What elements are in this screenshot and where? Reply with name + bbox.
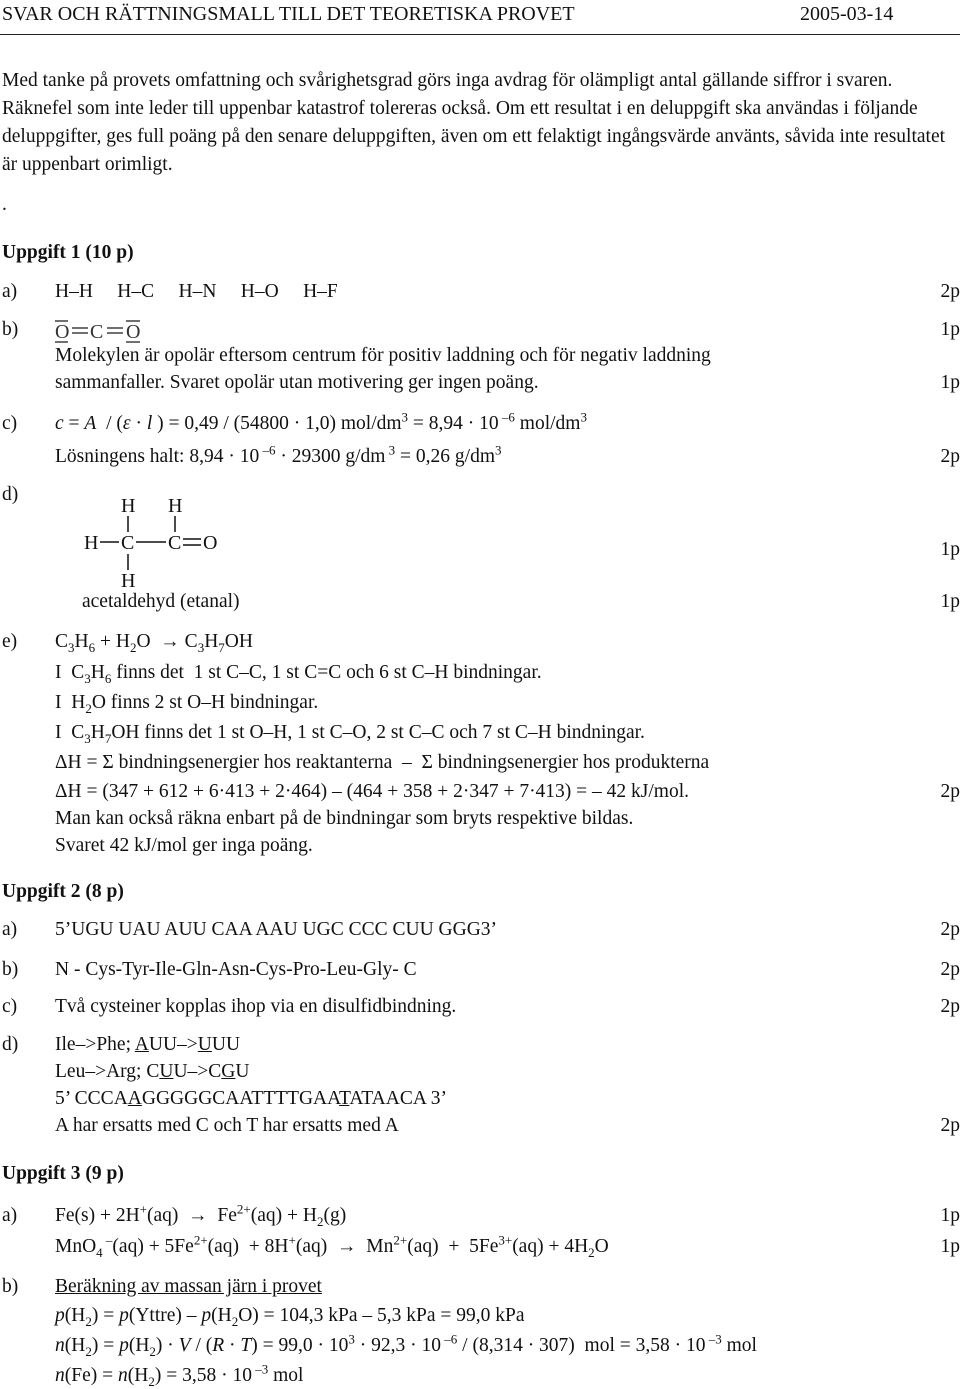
task1-d-points-structure: 1p xyxy=(940,539,960,560)
stray-dot: . xyxy=(2,194,7,215)
task2-a-text: 5’UGU UAU AUU CAA AAU UGC CCC CUU GGG3’ xyxy=(55,919,498,940)
task1-b-points-1: 1p xyxy=(940,319,960,340)
task2-a-label: a) xyxy=(2,919,18,940)
header-rule xyxy=(0,34,960,35)
task2-c-text: Två cysteiner kopplas ihop via en disulfidbindning. xyxy=(55,996,457,1017)
task1-b-label: b) xyxy=(2,319,19,340)
task2-b-text: N - Cys-Tyr-Ile-Gln-Asn-Cys-Pro-Leu-Gly- C xyxy=(55,959,417,980)
task2-d-line4: A har ersatts med C och T har ersatts med A xyxy=(55,1115,399,1136)
task3-b-title: Beräkning av massan järn i provet xyxy=(55,1276,322,1297)
arrow-icon: → xyxy=(160,631,180,652)
atom-o: O xyxy=(203,532,218,554)
co2-c: C xyxy=(90,321,104,343)
task1-a-points: 2p xyxy=(940,281,960,302)
task2-b-label: b) xyxy=(2,959,19,980)
task1-e-label: e) xyxy=(2,631,18,652)
task1-d-label: d) xyxy=(2,484,19,505)
task1-e-line7: Man kan också räkna enbart på de bindningar som bryts respektive bildas. xyxy=(55,808,634,829)
co2-o-left: O xyxy=(55,321,70,343)
task3-b-line2: $n(H_2) = p(H_2) \cdot V / (R \cdot T) = 99,0 \cdot 10^3 \cdot 92,3 \cdot 10$ $^{-6}$ / (8,314 · 307) mol = 3,58 · 10 $^{-3}$ mol xyxy=(55,1331,757,1359)
task2-c-points: 2p xyxy=(940,996,960,1017)
task3-b-line3: $n(Fe) = n(H_2) = 3,58 \cdot 10$ $^{-3}$ mol xyxy=(55,1361,304,1389)
task1-c-label: c) xyxy=(2,413,18,434)
atom-c1: C xyxy=(121,532,135,554)
task1-d-name: acetaldehyd (etanal) xyxy=(82,591,240,612)
task3-a-points-1: 1p xyxy=(940,1205,960,1226)
task3-b-label: b) xyxy=(2,1276,19,1297)
task1-c-line2: Lösningens halt: 8,94 · 10 $^{-6}$ · 29300 g/dm $^3$ = 0,26 $g/dm^3$ xyxy=(55,442,502,467)
co2-o-right: O xyxy=(126,321,141,343)
task3-a-reaction1: $Fe(s) + 2H^+(aq) \to Fe^{2+}(aq) + H_2(g)$ xyxy=(55,1201,347,1229)
task1-c-line1: c = A / (ε · l ) = 0,49 / (54800 · 1,0) mol/$dm^3 = 8,94 \cdot 10$ $^{-6}$ mol/$dm^3$ xyxy=(55,409,587,434)
task3-a-points-2: 1p xyxy=(940,1236,960,1257)
atom-h-bottom: H xyxy=(121,570,136,588)
task1-e-line3: I $H_2O$ finns 2 st O–H bindningar. xyxy=(55,692,319,716)
task1-a-label: a) xyxy=(2,281,18,302)
task2-d-label: d) xyxy=(2,1034,19,1055)
atom-h-top1: H xyxy=(121,495,136,517)
task1-e-reaction: $C_3H_6 + H_2O \to C_3H_7OH$ xyxy=(55,631,253,655)
task1-c-points: 2p xyxy=(940,446,960,467)
arrow-icon: → xyxy=(188,1205,208,1226)
task3-heading: Uppgift 3 (9 p) xyxy=(2,1163,124,1184)
task2-c-label: c) xyxy=(2,996,18,1017)
task1-e-line8: Svaret 42 kJ/mol ger inga poäng. xyxy=(55,835,313,856)
task2-d-points: 2p xyxy=(940,1115,960,1136)
task2-a-points: 2p xyxy=(940,919,960,940)
header-title: SVAR OCH RÄTTNINGSMALL TILL DET TEORETISKA PROVET xyxy=(2,3,575,25)
task3-a-label: a) xyxy=(2,1205,18,1226)
task1-b-line2: sammanfaller. Svaret opolär utan motivering ger ingen poäng. xyxy=(55,372,539,393)
header-date: 2005-03-14 xyxy=(800,3,894,25)
task1-a-bonds: H–H H–C H–N H–O H–F xyxy=(55,281,338,302)
co2-structure xyxy=(52,312,162,346)
intro-paragraph: Med tanke på provets omfattning och svårighetsgrad görs inga avdrag för olämpligt antal gällande siffror i svaren. Räknefel som inte leder till uppenbar katastrof tolereras också. Om ett resultat i en deluppgift ska användas i följande deluppgifter, ges full poäng på den senare deluppgiften, även om ett felaktigt ingångsvärde använts, såvida inte resultatet är uppenbart orimligt. xyxy=(2,70,946,175)
task1-e-line2: I $C_3H_6$ finns det 1 st C–C, 1 st C=C och 6 st C–H bindningar. xyxy=(55,662,542,686)
task2-b-points: 2p xyxy=(940,959,960,980)
atom-h-top2: H xyxy=(168,495,183,517)
task3-b-line1: $p(H_2)$ = p(Yttre) – $p(H_2O) = 104,3$ kPa – 5,3 kPa = 99,0 kPa xyxy=(55,1305,525,1329)
task2-d-line1: Ile–>Phe; AUU–>UUU xyxy=(55,1034,241,1055)
task1-e-points: 2p xyxy=(940,781,960,802)
task1-heading: Uppgift 1 (10 p) xyxy=(2,242,134,263)
task2-d-line3: 5’ CCCAAGGGGGCAATTTTGAATATAACA 3’ xyxy=(55,1088,447,1109)
atom-h-left: H xyxy=(84,532,99,554)
task3-a-reaction2: MnO$_4$ $^-(aq) + 5Fe^{2+}(aq) + 8H^+(aq) \to Mn^{2+}(aq) + 5Fe^{3+}(aq) + 4H_2O$ xyxy=(55,1232,609,1260)
task1-d-points-name: 1p xyxy=(940,591,960,612)
task1-b-points-2: 1p xyxy=(940,372,960,393)
task1-b-line1: Molekylen är opolär eftersom centrum för positiv laddning och för negativ laddning xyxy=(55,345,711,366)
arrow-icon: → xyxy=(337,1236,357,1257)
task1-e-line6: ΔH = (347 + 612 + 6·413 + 2·464) – (464 + 358 + 2·347 + 7·413) = – 42 kJ/mol. xyxy=(55,781,690,802)
task1-e-line4: I $C_3H_7OH$ finns det 1 st O–H, 1 st C–O, 2 st C–C och 7 st C–H bindningar. xyxy=(55,722,645,746)
atom-c2: C xyxy=(168,532,182,554)
task2-d-line2: Leu–>Arg; CUU–>CGU xyxy=(55,1061,250,1082)
task1-e-line5: ΔH = Σ bindningsenergier hos reaktanterna – Σ bindningsenergier hos produkterna xyxy=(55,752,710,773)
acetaldehyde-structure xyxy=(78,488,248,588)
task2-heading: Uppgift 2 (8 p) xyxy=(2,881,124,902)
